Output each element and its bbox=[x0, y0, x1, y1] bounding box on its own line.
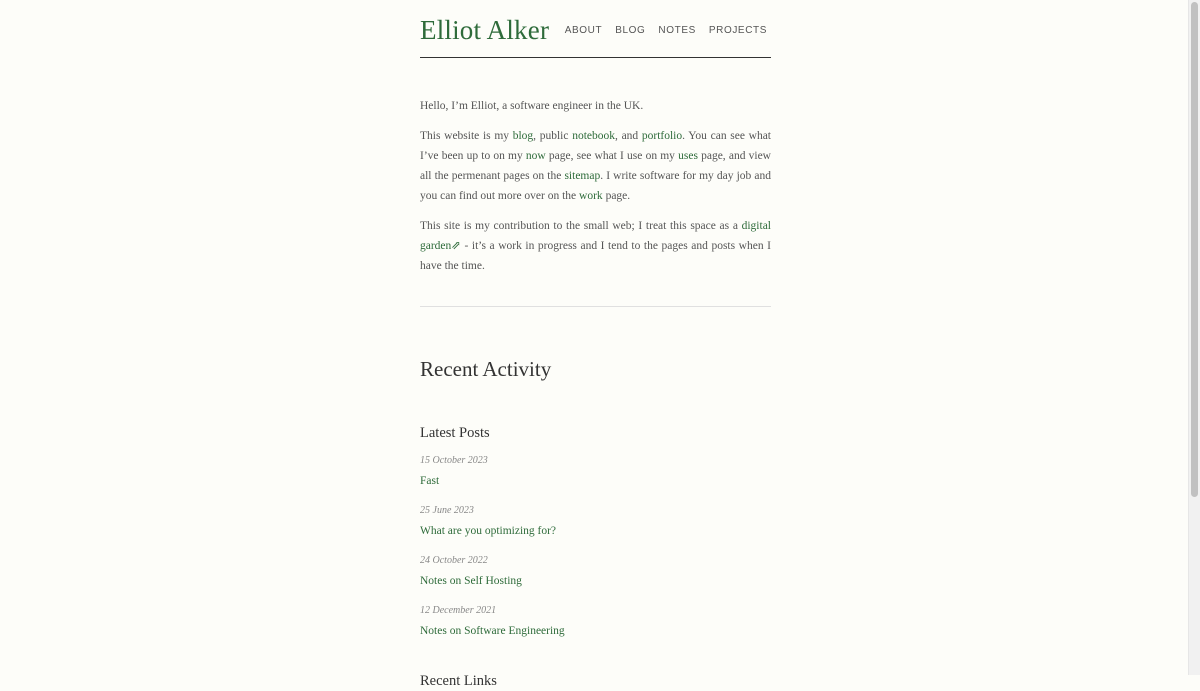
post-link[interactable]: Fast bbox=[420, 475, 440, 487]
site-title-link[interactable]: Elliot Alker bbox=[420, 15, 550, 45]
intro-text: This site is my contribution to the small web; I treat this space as a bbox=[420, 220, 742, 232]
portfolio-link[interactable]: portfolio bbox=[641, 130, 683, 142]
post-link[interactable]: What are you optimizing for? bbox=[420, 525, 557, 537]
intro-section bbox=[420, 96, 771, 276]
blog-link[interactable]: blog bbox=[512, 130, 534, 142]
site-header bbox=[420, 0, 771, 58]
list-item bbox=[420, 501, 771, 551]
nav-about[interactable]: ABOUT bbox=[564, 25, 603, 36]
list-item bbox=[420, 551, 771, 601]
post-date: 24 October 2022 bbox=[420, 555, 488, 566]
post-date: 25 June 2023 bbox=[420, 505, 474, 516]
recent-activity-heading: Recent Activity bbox=[420, 357, 552, 381]
posts-list bbox=[420, 451, 771, 651]
nav-notes[interactable]: NOTES bbox=[658, 25, 696, 36]
main-nav bbox=[565, 24, 767, 38]
vertical-scrollbar[interactable] bbox=[1188, 0, 1200, 675]
intro-text: . You can see what I’ve been up to on my bbox=[420, 130, 771, 162]
work-link[interactable]: work bbox=[579, 190, 603, 202]
intro-text: , public bbox=[533, 130, 573, 142]
intro-text: This website is my bbox=[420, 130, 513, 142]
intro-small-web bbox=[420, 216, 771, 276]
post-link[interactable]: Notes on Software Engineering bbox=[420, 625, 565, 637]
list-item bbox=[420, 601, 771, 651]
list-item bbox=[420, 451, 771, 501]
latest-posts-heading: Latest Posts bbox=[420, 425, 490, 441]
post-link[interactable]: Notes on Self Hosting bbox=[420, 575, 522, 587]
intro-text: , and bbox=[615, 130, 642, 142]
scrollbar-thumb[interactable] bbox=[1191, 2, 1198, 497]
nav-blog[interactable]: BLOG bbox=[615, 25, 646, 36]
post-date: 12 December 2021 bbox=[420, 605, 497, 616]
intro-greeting: Hello, I’m Elliot, a software engineer in the UK. bbox=[420, 100, 644, 112]
post-date: 15 October 2023 bbox=[420, 455, 488, 466]
uses-link[interactable]: uses bbox=[678, 150, 698, 162]
recent-links-heading: Recent Links bbox=[420, 673, 497, 689]
section-divider bbox=[420, 306, 771, 307]
sitemap-link[interactable]: sitemap bbox=[564, 170, 601, 182]
main-container bbox=[420, 0, 771, 691]
intro-text: page, and view all the permenant pages on the bbox=[420, 150, 771, 182]
intro-text: page. bbox=[602, 190, 631, 202]
notebook-link[interactable]: notebook bbox=[572, 130, 615, 142]
intro-text: . I write software for my day job and you can find out more over on the bbox=[420, 170, 772, 202]
intro-text: page, see what I use on my bbox=[545, 150, 679, 162]
digital-garden-link[interactable]: digital garden⇗ bbox=[420, 220, 771, 252]
intro-site-description bbox=[420, 126, 771, 206]
nav-projects[interactable]: PROJECTS bbox=[708, 25, 767, 36]
intro-text: - it’s a work in progress and I tend to the pages and posts when I have the time. bbox=[420, 240, 771, 272]
now-link[interactable]: now bbox=[525, 150, 546, 162]
